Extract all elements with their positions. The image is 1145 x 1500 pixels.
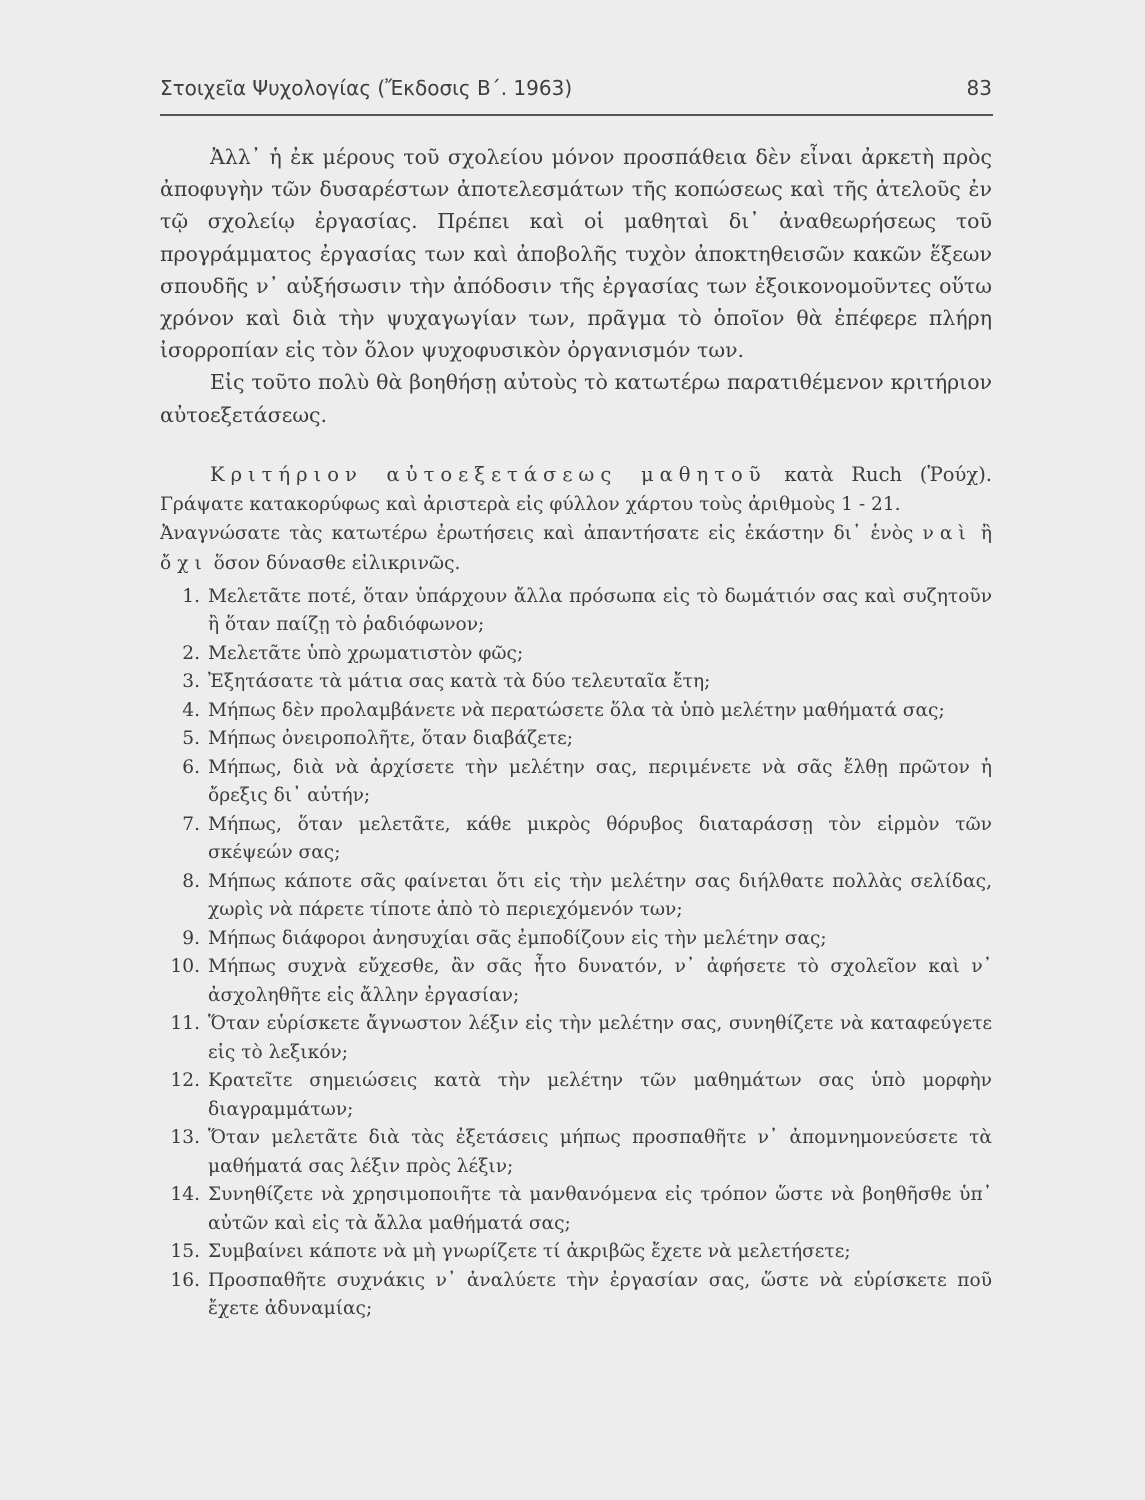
criterion-title-rest: κατὰ Ruch (Ῥούχ). — [766, 462, 992, 486]
question-item — [160, 1267, 992, 1324]
question-item — [160, 1067, 992, 1124]
question-text: Συμβαίνει κάποτε νὰ μὴ γνωρίζετε τί ἀκριβῶς ἔχετε νὰ μελετήσετε; — [208, 1241, 851, 1263]
question-number: 5. — [182, 728, 200, 750]
question-item — [160, 1010, 992, 1067]
instruction-2-part-a: Ἀναγνώσατε τὰς κατωτέρω ἐρωτήσεις καὶ ἀπαντήσατε εἰς ἑκάστην δι᾽ ἑνὸς — [160, 523, 923, 545]
criterion-instruction-1: Γράψατε κατακορύφως καὶ ἀριστερὰ εἰς φύλλον χάρτου τοὺς ἀριθμοὺς 1 - 21. — [160, 493, 901, 515]
instruction-2-part-c: ὅσον δύνασθε εἰλικρινῶς. — [207, 553, 461, 575]
question-number: 7. — [182, 813, 200, 835]
question-number: 2. — [182, 642, 200, 664]
question-item — [160, 811, 992, 868]
question-text: Μήπως συχνὰ εὔχεσθε, ἂν σᾶς ἦτο δυνατόν, ν᾽ ἀφήσετε τὸ σχολεῖον καὶ ν᾽ ἀσχοληθῆτε εἰς ἄλλην ἐργασίαν; — [208, 956, 992, 1006]
question-text: Ὅταν εὑρίσκετε ἄγνωστον λέξιν εἰς τὴν μελέτην σας, συνηθίζετε νὰ καταφεύγετε εἰς τὸ λεξικόν; — [208, 1013, 992, 1063]
instruction-2-part-b: ἢ — [971, 523, 992, 545]
question-item — [160, 640, 992, 669]
intro-paragraph-1: Ἀλλ᾽ ἡ ἐκ μέρους τοῦ σχολείου μόνον προσπάθεια δὲν εἶναι ἀρκετὴ πρὸς ἀποφυγὴν τῶν δυσαρέστων ἀποτελεσμάτων τῆς κοπώσεως καὶ τῆς ἀτελοῦς ἐν τῷ σχολείῳ ἐργασίας. Πρέπει καὶ οἱ μαθηταὶ δι᾽ ἀναθεωρήσεως τοῦ προγράμματος ἐργασίας των καὶ ἀποβολῆς τυχὸν ἀποκτηθεισῶν κακῶν ἕξεων σπουδῆς ν᾽ αὐξήσωσιν τὴν ἀπόδοσιν τῆς ἐργασίας των ἐξοικονομοῦντες οὕτω χρόνον καὶ διὰ τὴν ψυχαγωγίαν των, πρᾶγμα τὸ ὁποῖον θὰ ἐπέφερε πλήρη ἰσορροπίαν εἰς τὸν ὅλον ψυχοφυσικὸν ὀργανισμόν των. — [160, 145, 992, 363]
question-item — [160, 697, 992, 726]
question-text: Μήπως κάποτε σᾶς φαίνεται ὅτι εἰς τὴν μελέτην σας διήλθατε πολλὰς σελίδας, χωρὶς νὰ πάρετε τίποτε ἀπὸ τὸ περιεχόμενόν των; — [208, 870, 992, 921]
question-list — [160, 583, 992, 1324]
question-item — [160, 868, 992, 925]
question-number: 12. — [170, 1070, 200, 1092]
word-yes: ναὶ — [922, 523, 972, 545]
running-header — [160, 76, 992, 100]
question-item — [160, 583, 992, 640]
question-item — [160, 754, 992, 811]
question-number: 14. — [170, 1184, 200, 1206]
question-item — [160, 668, 992, 697]
criterion-title — [160, 460, 992, 490]
question-text: Μήπως διάφοροι ἀνησυχίαι σᾶς ἐμποδίζουν εἰς τὴν μελέτην σας; — [208, 927, 827, 949]
question-number: 6. — [182, 756, 200, 778]
question-text: Συνηθίζετε νὰ χρησιμοποιῆτε τὰ μανθανόμενα εἰς τρόπον ὥστε νὰ βοηθῆσθε ὑπ᾽ αὐτῶν καὶ εἰς τὰ ἄλλα μαθήματά σας; — [208, 1184, 992, 1234]
question-text: Ὅταν μελετᾶτε διὰ τὰς ἐξετάσεις μήπως προσπαθῆτε ν᾽ ἀπομνημονεύσετε τὰ μαθήματά σας λέξιν πρὸς λέξιν; — [208, 1127, 992, 1177]
question-number: 10. — [170, 956, 200, 978]
question-text: Προσπαθῆτε συχνάκις ν᾽ ἀναλύετε τὴν ἐργασίαν σας, ὥστε νὰ εὑρίσκετε ποῦ ἔχετε ἀδυναμίας; — [208, 1269, 992, 1320]
question-number: 4. — [182, 699, 200, 721]
page-number: 83 — [966, 76, 992, 100]
question-number: 9. — [182, 927, 200, 949]
question-text: Μήπως ὀνειροπολῆτε, ὅταν διαβάζετε; — [208, 728, 574, 750]
question-item — [160, 725, 992, 754]
intro-paragraph-2: Εἰς τοῦτο πολὺ θὰ βοηθήσῃ αὐτοὺς τὸ κατωτέρω παρατιθέμενον κριτήριον αὐτοεξετάσεως. — [160, 370, 992, 427]
question-item — [160, 925, 992, 954]
question-item — [160, 1181, 992, 1238]
criterion-instruction-2 — [160, 519, 992, 578]
question-text: Κρατεῖτε σημειώσεις κατὰ τὴν μελέτην τῶν μαθημάτων σας ὑπὸ μορφὴν διαγραμμάτων; — [208, 1070, 992, 1120]
question-number: 16. — [170, 1269, 200, 1291]
question-number: 1. — [182, 585, 200, 607]
criterion-title-spaced: Κριτήριον αὐτοεξετάσεως μαθητοῦ — [210, 462, 767, 486]
question-number: 11. — [170, 1013, 200, 1035]
word-no: ὄχι — [160, 553, 208, 575]
question-number: 3. — [182, 671, 200, 693]
question-number: 13. — [170, 1127, 200, 1149]
question-item — [160, 1238, 992, 1267]
header-title: Στοιχεῖα Ψυχολογίας (Ἔκδοσις Β΄. 1963) — [160, 76, 573, 100]
question-text: Μήπως δὲν προλαμβάνετε νὰ περατώσετε ὅλα τὰ ὑπὸ μελέτην μαθήματά σας; — [208, 699, 945, 721]
question-text: Μελετᾶτε ποτέ, ὅταν ὑπάρχουν ἄλλα πρόσωπα εἰς τὸ δωμάτιόν σας καὶ συζητοῦν ἢ ὅταν παίζῃ τὸ ῥαδιόφωνον; — [208, 585, 992, 636]
question-text: Μελετᾶτε ὑπὸ χρωματιστὸν φῶς; — [208, 642, 524, 664]
header-rule — [160, 114, 993, 116]
body-text — [160, 141, 992, 1324]
question-text: Μήπως, διὰ νὰ ἀρχίσετε τὴν μελέτην σας, περιμένετε νὰ σᾶς ἔλθῃ πρῶτον ἡ ὄρεξις δι᾽ αὐτήν; — [208, 756, 992, 807]
question-item — [160, 953, 992, 1010]
question-item — [160, 1124, 992, 1181]
question-text: Ἐξητάσατε τὰ μάτια σας κατὰ τὰ δύο τελευταῖα ἔτη; — [208, 671, 711, 693]
question-number: 15. — [170, 1241, 200, 1263]
question-number: 8. — [182, 870, 200, 892]
question-text: Μήπως, ὅταν μελετᾶτε, κάθε μικρὸς θόρυβος διαταράσσῃ τὸν εἱρμὸν τῶν σκέψεών σας; — [208, 813, 992, 864]
